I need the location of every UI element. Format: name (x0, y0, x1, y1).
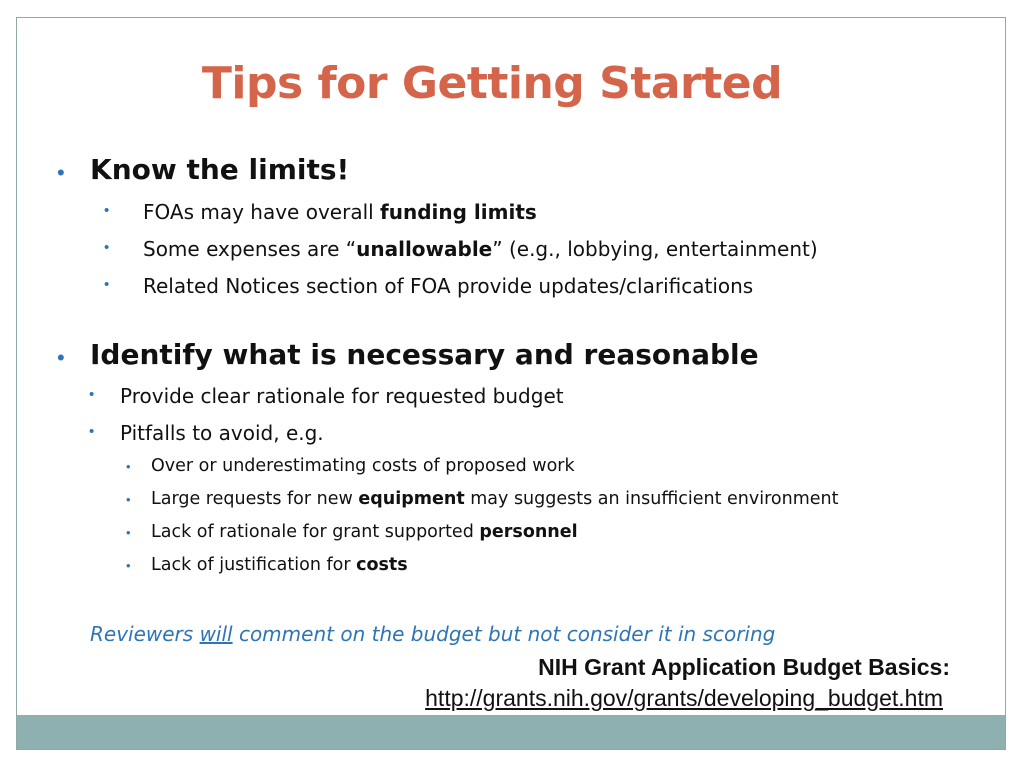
item-text: Over or underestimating costs of proposed work (151, 456, 575, 476)
item-text: Lack of justification for (151, 555, 357, 575)
note-underlined-text: will (199, 622, 233, 646)
sub-list-item (151, 522, 578, 542)
item-bold-text: personnel (479, 522, 578, 542)
bullet-icon: • (57, 160, 65, 185)
footer-bar (17, 715, 1005, 749)
item-text: Lack of rationale for grant supported (151, 522, 480, 542)
item-text: Related Notices section of FOA provide updates/clarifications (143, 274, 754, 298)
bullet-icon: • (104, 202, 110, 219)
sub-list-item (151, 489, 838, 509)
list-item (143, 274, 753, 298)
reference-link[interactable]: http://grants.nih.gov/grants/developing_budget.htm (425, 685, 943, 711)
item-bold-text: equipment (358, 489, 465, 509)
list-item: Provide clear rationale for requested budget (120, 384, 564, 408)
section-heading-necessary: Identify what is necessary and reasonable (90, 338, 759, 371)
bullet-icon: • (104, 239, 110, 256)
slide-title: Tips for Getting Started (201, 58, 783, 109)
bullet-icon: • (104, 276, 110, 293)
slide (16, 17, 1006, 750)
list-item: Pitfalls to avoid, e.g. (120, 421, 324, 445)
item-bold-text: funding limits (380, 200, 537, 224)
bullet-icon: • (57, 345, 65, 370)
item-text: may suggests an insufficient environment (464, 489, 839, 509)
item-text: ” (e.g., lobbying, entertainment) (492, 237, 818, 261)
item-text: FOAs may have overall (143, 200, 381, 224)
bullet-icon: • (89, 423, 95, 440)
item-bold-text: unallowable (356, 237, 493, 261)
reference-title: NIH Grant Application Budget Basics: (538, 654, 950, 680)
item-bold-text: costs (356, 555, 408, 575)
section-heading-limits: Know the limits! (90, 153, 350, 186)
sub-list-item (151, 555, 408, 575)
list-item (143, 200, 537, 224)
bullet-icon: • (89, 386, 95, 403)
bullet-icon: • (126, 459, 131, 474)
item-text: Large requests for new (151, 489, 359, 509)
sub-list-item (151, 456, 575, 476)
bullet-icon: • (126, 558, 131, 573)
reviewer-note (90, 622, 775, 646)
item-text: Some expenses are “ (143, 237, 357, 261)
note-text: Reviewers (90, 622, 200, 646)
note-text: comment on the budget but not consider it in scoring (232, 622, 776, 646)
bullet-icon: • (126, 492, 131, 507)
list-item (143, 237, 818, 261)
bullet-icon: • (126, 525, 131, 540)
